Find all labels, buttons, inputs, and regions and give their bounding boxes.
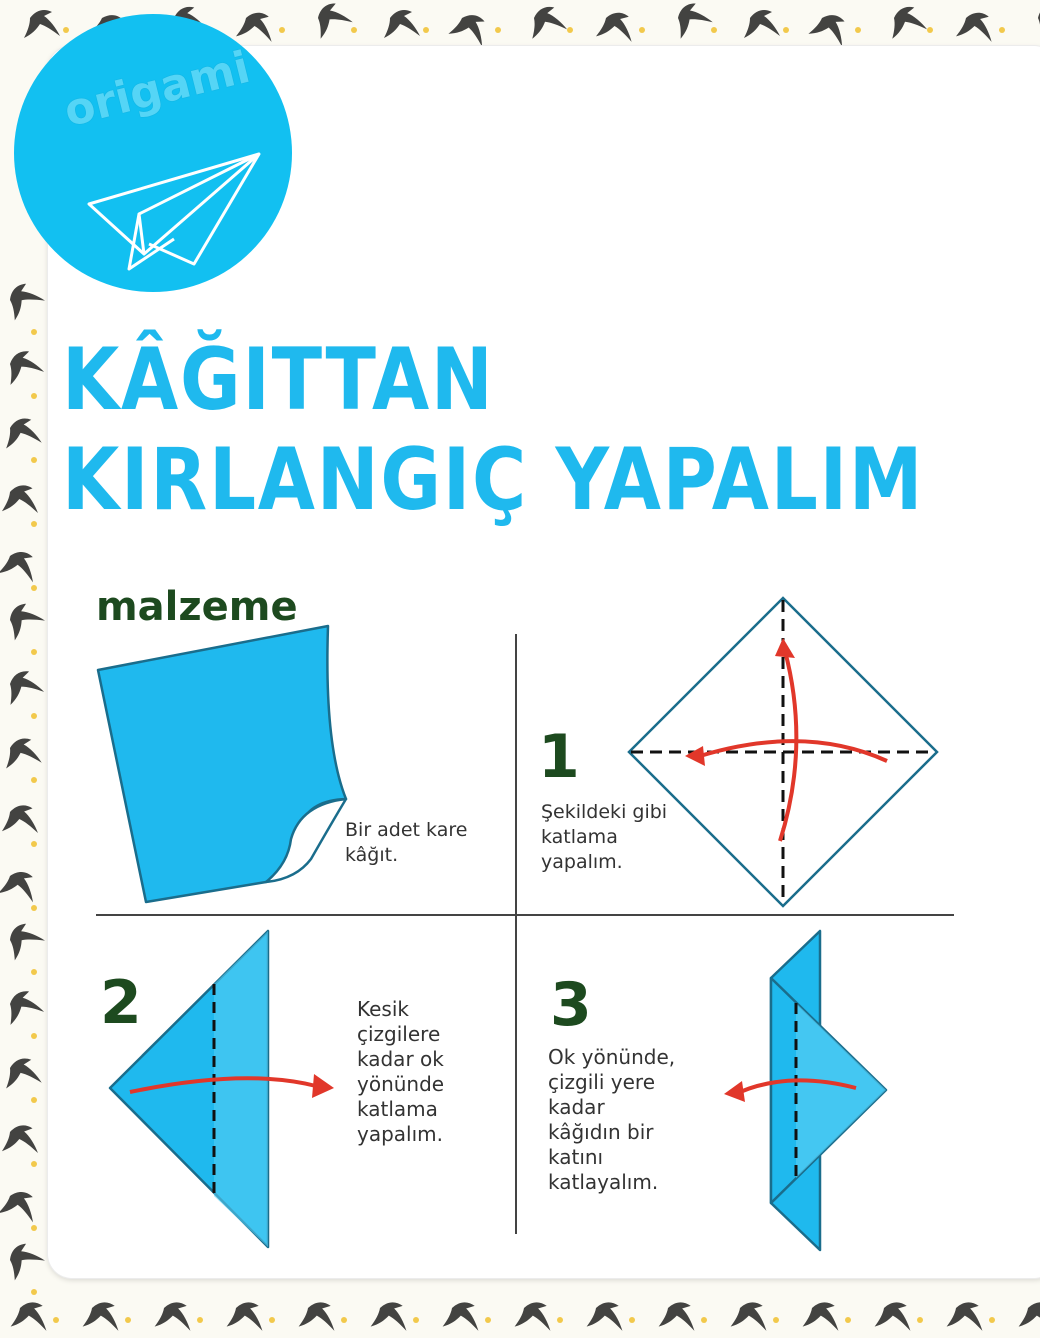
star-decoration xyxy=(989,1317,995,1323)
step-2-diagram xyxy=(106,928,376,1250)
origami-badge xyxy=(14,14,292,292)
star-decoration xyxy=(855,27,861,33)
star-decoration xyxy=(31,1161,37,1167)
materials-heading: malzeme xyxy=(96,584,298,630)
swallow-decoration xyxy=(83,1299,123,1333)
swallow-decoration xyxy=(309,0,353,39)
swallow-decoration xyxy=(0,547,41,585)
swallow-decoration xyxy=(2,1123,41,1155)
swallow-decoration xyxy=(1019,1299,1040,1333)
swallow-decoration xyxy=(808,8,852,48)
star-decoration xyxy=(773,1317,779,1323)
step-2-text: Kesik çizgilere kadar ok yönünde katlama yapalım. xyxy=(357,997,445,1146)
step-3-text: Ok yönünde, çizgili yere kadar kâğıdın bir katını katlayalım. xyxy=(548,1045,676,1194)
star-decoration xyxy=(423,27,429,33)
star-decoration xyxy=(31,1097,37,1103)
grid-divider-horizontal xyxy=(96,914,954,916)
star-decoration xyxy=(31,841,37,847)
star-decoration xyxy=(845,1317,851,1323)
swallow-decoration xyxy=(515,1299,555,1333)
swallow-decoration xyxy=(3,417,42,449)
step-3-number: 3 xyxy=(550,970,592,1040)
step-2-number: 2 xyxy=(100,968,142,1038)
star-decoration xyxy=(279,27,285,33)
swallow-decoration xyxy=(1029,0,1040,39)
swallow-decoration xyxy=(1,598,46,640)
star-decoration xyxy=(711,27,717,33)
swallow-decoration xyxy=(0,1187,41,1225)
title-line-1: KÂĞITTAN xyxy=(62,330,495,430)
step-1-number: 1 xyxy=(538,722,580,792)
swallow-decoration xyxy=(731,1299,771,1333)
swallow-decoration xyxy=(875,1299,915,1333)
star-decoration xyxy=(31,585,37,591)
swallow-decoration xyxy=(2,347,45,385)
swallow-decoration xyxy=(384,10,420,38)
swallow-decoration xyxy=(1,918,46,960)
swallow-decoration xyxy=(236,9,277,44)
star-decoration xyxy=(495,27,501,33)
star-decoration xyxy=(639,27,645,33)
swallow-decoration xyxy=(803,1299,843,1333)
star-decoration xyxy=(31,457,37,463)
swallow-decoration xyxy=(587,1299,627,1333)
star-decoration xyxy=(567,27,573,33)
step-1-diagram xyxy=(625,596,941,908)
swallow-decoration xyxy=(11,1299,51,1333)
star-decoration xyxy=(197,1317,203,1323)
swallow-decoration xyxy=(2,987,45,1025)
paper-plane-icon xyxy=(84,144,264,284)
star-decoration xyxy=(31,905,37,911)
star-decoration xyxy=(31,1033,37,1039)
star-decoration xyxy=(31,713,37,719)
swallow-decoration xyxy=(1,1238,46,1280)
star-decoration xyxy=(31,1289,37,1295)
star-decoration xyxy=(31,521,37,527)
star-decoration xyxy=(269,1317,275,1323)
swallow-decoration xyxy=(155,1299,195,1333)
swallow-decoration xyxy=(526,4,567,39)
page-title xyxy=(62,330,925,530)
swallow-decoration xyxy=(299,1299,339,1333)
swallow-decoration xyxy=(744,10,780,38)
swallow-decoration xyxy=(659,1299,699,1333)
swallow-decoration xyxy=(1,278,46,320)
star-decoration xyxy=(351,27,357,33)
swallow-decoration xyxy=(24,10,60,38)
star-decoration xyxy=(31,649,37,655)
badge-label: origami xyxy=(59,41,255,138)
star-decoration xyxy=(413,1317,419,1323)
star-decoration xyxy=(31,969,37,975)
square-paper-illustration xyxy=(96,624,356,904)
swallow-decoration xyxy=(956,9,997,44)
swallow-decoration xyxy=(448,8,492,48)
step-1-text: Şekildeki gibi katlama yapalım. xyxy=(541,801,668,873)
star-decoration xyxy=(927,27,933,33)
star-decoration xyxy=(999,27,1005,33)
materials-description: Bir adet kare kâğıt. xyxy=(345,819,468,866)
swallow-decoration xyxy=(596,9,637,44)
grid-divider-vertical xyxy=(515,634,517,1234)
star-decoration xyxy=(917,1317,923,1323)
swallow-decoration xyxy=(2,667,45,705)
swallow-decoration xyxy=(2,803,41,835)
swallow-decoration xyxy=(227,1299,267,1333)
swallow-decoration xyxy=(886,4,927,39)
star-decoration xyxy=(63,27,69,33)
title-line-2: KIRLANGIÇ YAPALIM xyxy=(62,430,925,530)
star-decoration xyxy=(701,1317,707,1323)
swallow-decoration xyxy=(0,867,41,905)
star-decoration xyxy=(629,1317,635,1323)
swallow-decoration xyxy=(371,1299,411,1333)
swallow-decoration xyxy=(2,483,41,515)
star-decoration xyxy=(783,27,789,33)
star-decoration xyxy=(31,329,37,335)
star-decoration xyxy=(341,1317,347,1323)
swallow-decoration xyxy=(3,1057,42,1089)
star-decoration xyxy=(31,393,37,399)
step-3-diagram xyxy=(720,928,890,1252)
star-decoration xyxy=(125,1317,131,1323)
swallow-decoration xyxy=(443,1299,483,1333)
star-decoration xyxy=(485,1317,491,1323)
swallow-decoration xyxy=(947,1299,987,1333)
star-decoration xyxy=(31,1225,37,1231)
swallow-decoration xyxy=(669,0,713,39)
swallow-decoration xyxy=(3,737,42,769)
star-decoration xyxy=(53,1317,59,1323)
star-decoration xyxy=(557,1317,563,1323)
star-decoration xyxy=(31,777,37,783)
